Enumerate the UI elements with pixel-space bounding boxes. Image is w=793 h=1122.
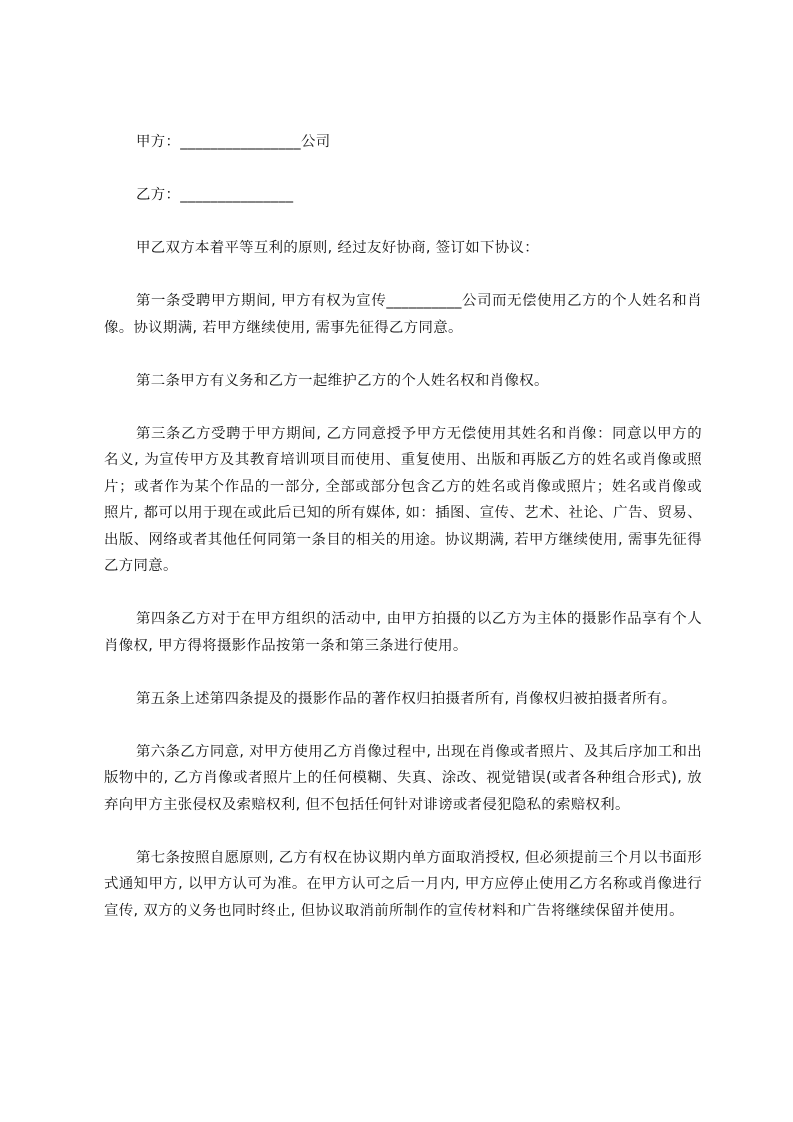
article-4: 第四条乙方对于在甲方组织的活动中, 由甲方拍摄的以乙方为主体的摄影作品享有个人肖像权, 甲方得将摄影作品按第一条和第三条进行使用。	[104, 611, 702, 654]
article-1-blank: __________	[386, 293, 462, 309]
party-a-blank: ________________	[180, 134, 301, 150]
document-body	[104, 129, 702, 951]
article-1-before: 第一条受聘甲方期间, 甲方有权为宣传	[136, 293, 387, 309]
article-2: 第二条甲方有义务和乙方一起维护乙方的个人姓名权和肖像权。	[136, 372, 549, 389]
intro-paragraph: 甲乙双方本着平等互利的原则, 经过友好协商, 签订如下协议：	[136, 240, 539, 256]
party-b-label: 乙方：	[136, 187, 181, 203]
article-1-after: 公司而无偿使用乙方的个人姓名和肖像。协议期满, 若甲方继续使用, 需事先征得乙方同意。	[104, 293, 702, 336]
article-6: 第六条乙方同意, 对甲方使用乙方肖像过程中, 出现在肖像或者照片、及其后序加工和出版物中的, 乙方肖像或者照片上的任何模糊、失真、涂改、视觉错误(或者各种组合形式), 放弃向甲方主张侵权及索赔权利, 但不包括任何针对诽谤或者侵犯隐私的索赔权利。	[104, 743, 702, 813]
article-5: 第五条上述第四条提及的摄影作品的著作权归拍摄者所有, 肖像权归被拍摄者所有。	[136, 690, 677, 707]
party-b-blank: _______________	[180, 187, 294, 203]
article-3: 第三条乙方受聘于甲方期间, 乙方同意授予甲方无偿使用其姓名和肖像：同意以甲方的名义, 为宣传甲方及其教育培训项目而使用、重复使用、出版和再版乙方的姓名或肖像或照片；或者作为某个作品的一部分, 全部或部分包含乙方的姓名或肖像或照片；姓名或肖像或照片, 都可以用于现在或此后已知的所有媒体, 如：插图、宣传、艺术、社论、广告、贸易、出版、网络或者其他任何同第一条目的相关的用途。协议期满, 若甲方继续使用, 需事先征得乙方同意。	[104, 425, 702, 574]
article-7: 第七条按照自愿原则, 乙方有权在协议期内单方面取消授权, 但必须提前三个月以书面形式通知甲方, 以甲方认可为准。在甲方认可之后一月内, 甲方应停止使用乙方名称或肖像进行宣传, 双方的义务也同时终止, 但协议取消前所制作的宣传材料和广告将继续保留并使用。	[104, 849, 702, 919]
party-a-label: 甲方：	[136, 134, 181, 150]
article-1	[104, 288, 702, 341]
party-a-suffix: 公司	[300, 134, 331, 150]
party-b-line	[104, 182, 702, 209]
party-a-line	[104, 129, 702, 156]
